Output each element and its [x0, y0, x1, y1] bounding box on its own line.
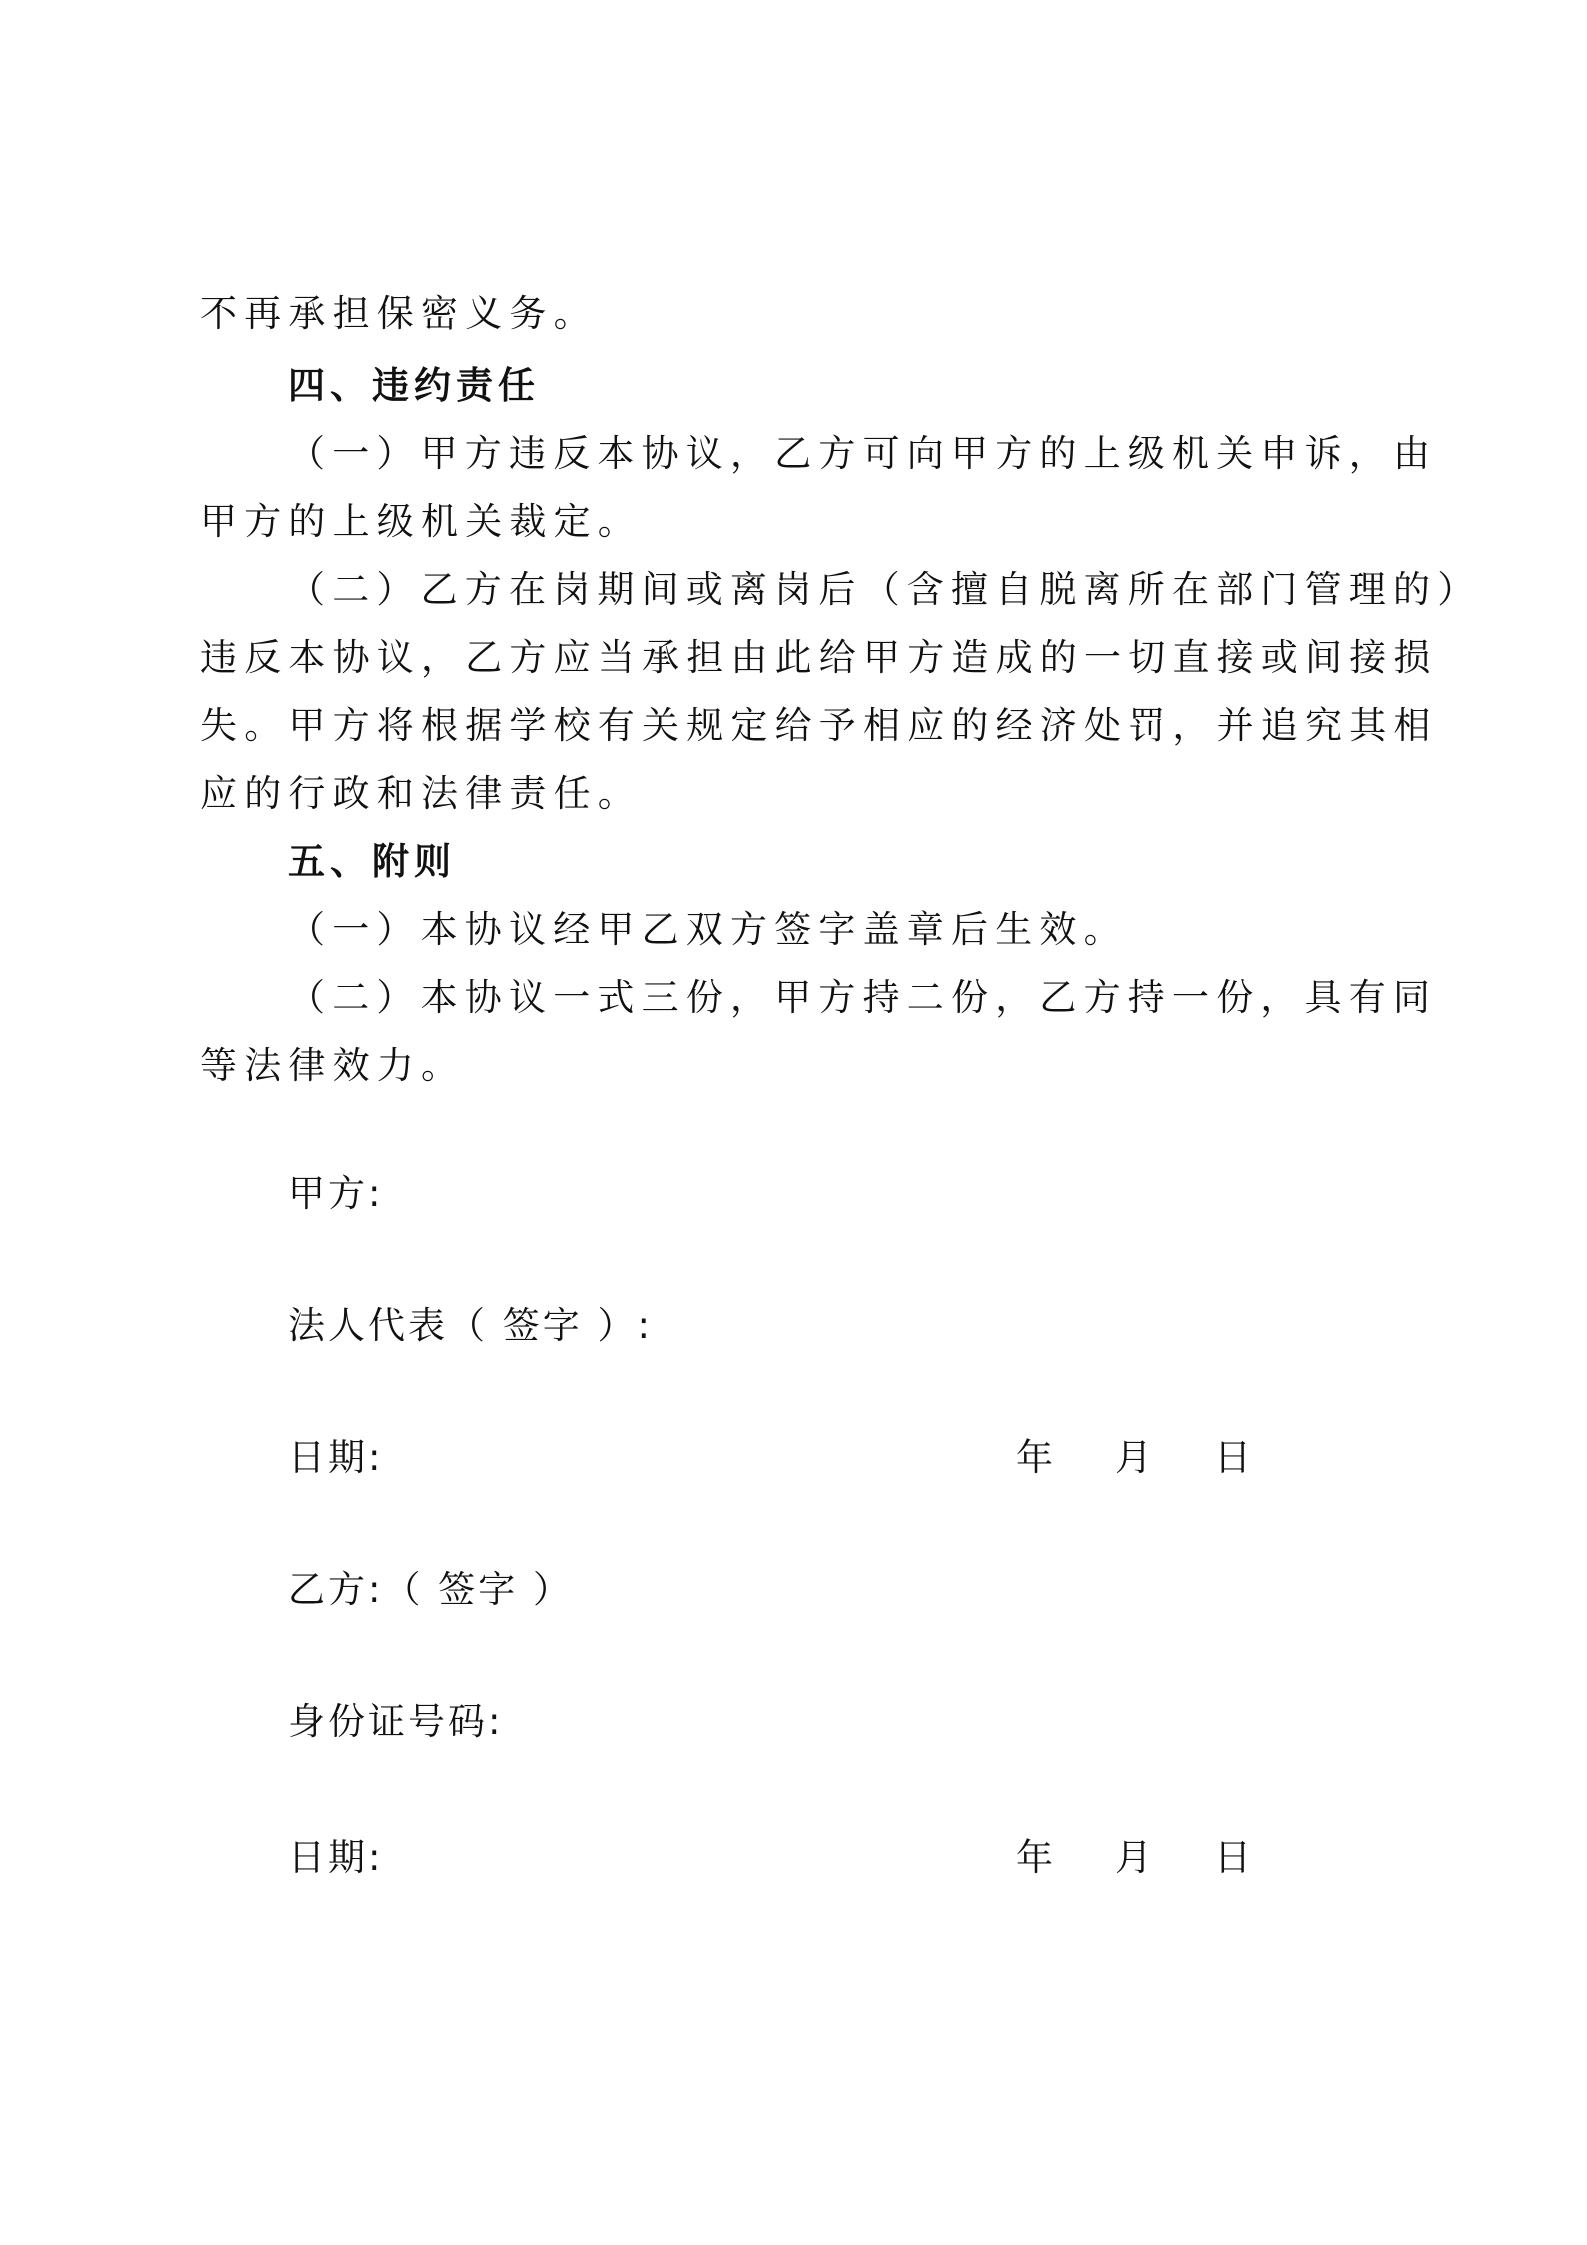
- paragraph-line: 甲方的上级机关裁定。: [200, 500, 642, 543]
- party-b-date-fields: 年 月 日: [1016, 1836, 1255, 1879]
- paragraph-line: 失。甲方将根据学校有关规定给予相应的经济处罚，并追究其相: [200, 704, 1438, 747]
- paragraph-line: 等法律效力。: [200, 1044, 466, 1087]
- paragraph-line: （二）乙方在岗期间或离岗后（含擅自脱离所在部门管理的）: [288, 568, 1482, 611]
- party-a-date-fields: 年 月 日: [1016, 1436, 1255, 1479]
- legal-representative-label: 法人代表（ 签字 ）:: [288, 1304, 653, 1347]
- paragraph-line: 应的行政和法律责任。: [200, 772, 642, 815]
- paragraph-line: （一）本协议经甲乙双方签字盖章后生效。: [288, 908, 1128, 951]
- party-a-label: 甲方:: [288, 1172, 384, 1215]
- paragraph-line: 违反本协议，乙方应当承担由此给甲方造成的一切直接或间接损: [200, 636, 1438, 679]
- party-a-date-label: 日期:: [288, 1436, 384, 1479]
- paragraph-line: 不再承担保密义务。: [200, 292, 598, 335]
- paragraph-line: （一）甲方违反本协议，乙方可向甲方的上级机关申诉，由: [288, 432, 1438, 475]
- paragraph-line: （二）本协议一式三份，甲方持二份，乙方持一份，具有同: [288, 976, 1438, 1019]
- id-number-label: 身份证号码:: [288, 1700, 504, 1743]
- section-heading-breach-liability: 四、违约责任: [288, 364, 540, 407]
- section-heading-supplementary: 五、附则: [288, 840, 456, 883]
- party-b-date-label: 日期:: [288, 1836, 384, 1879]
- party-b-label: 乙方:（ 签字 ）: [288, 1568, 573, 1611]
